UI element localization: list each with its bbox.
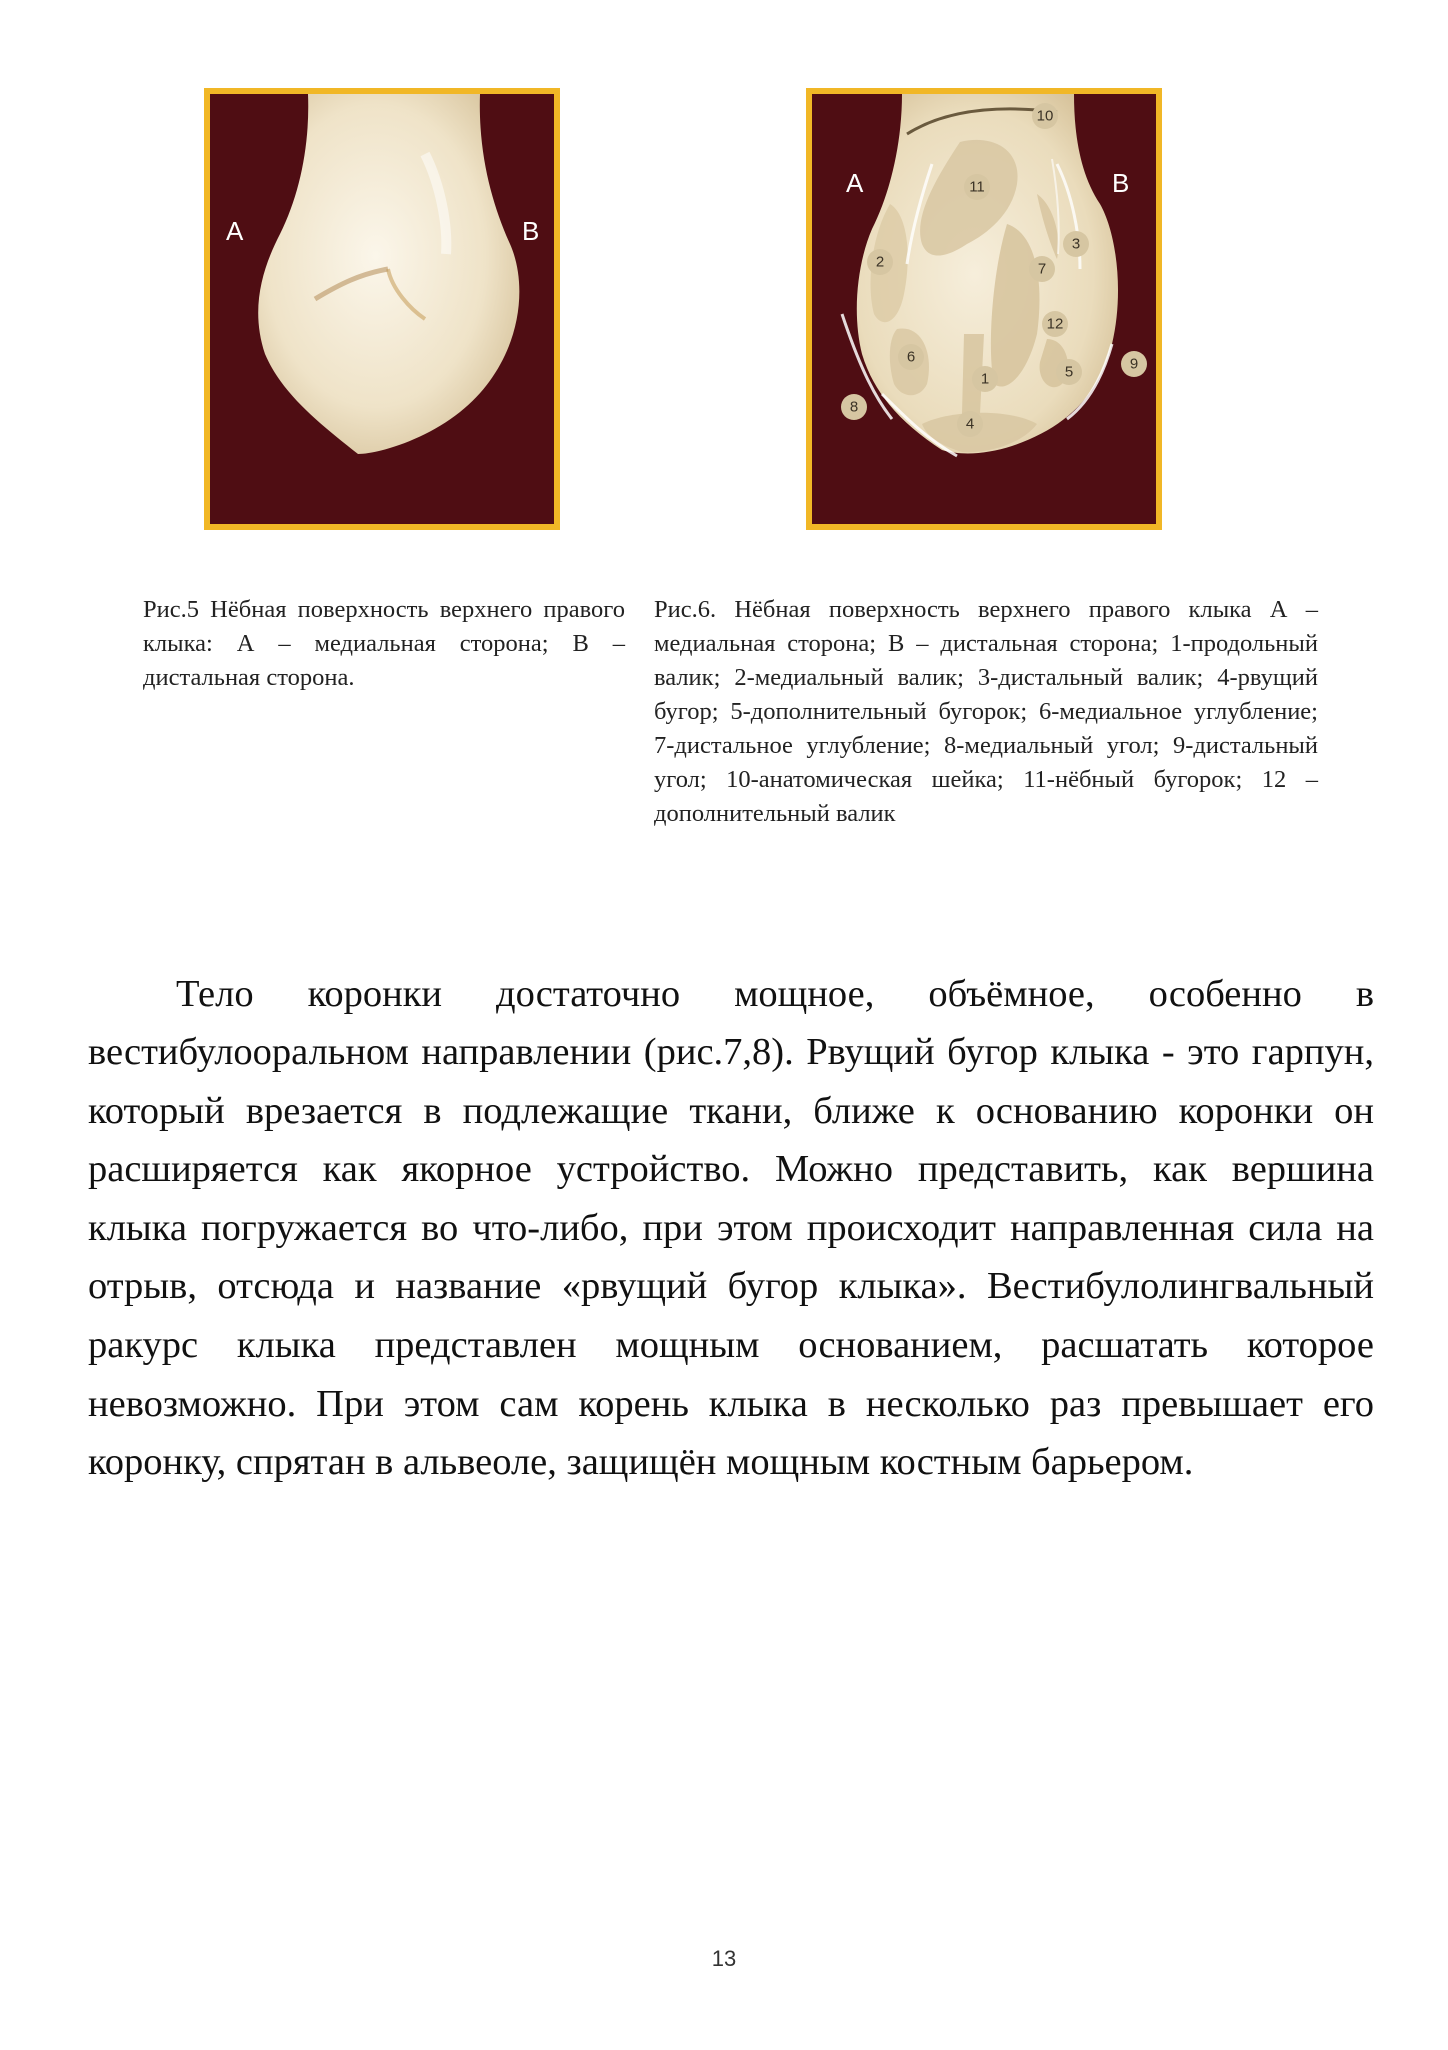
marker-12 (1042, 311, 1068, 337)
svg-text:10: 10 (1036, 107, 1054, 125)
marker-6 (898, 344, 924, 370)
marker-5 (1056, 359, 1082, 385)
figure-5-caption: Рис.5 Нёбная поверхность верхнего правого клыка: А – медиальная сторона; В – дистальная сторона. (143, 595, 625, 691)
figure-6-image (806, 88, 1162, 530)
marker-7 (1029, 256, 1055, 282)
svg-text:1: 1 (980, 370, 990, 388)
svg-text:4: 4 (965, 415, 975, 433)
side-label-a: A (846, 168, 864, 198)
figure-5-image (204, 88, 560, 530)
marker-11 (964, 174, 990, 200)
marker-3 (1063, 231, 1089, 257)
svg-text:6: 6 (906, 348, 916, 366)
side-label-b: B (522, 216, 540, 246)
marker-2 (867, 249, 893, 275)
figure-6-caption: Рис.6. Нёбная поверхность верхнего правого клыка А – медиальная сторона; В – дистальная сторона; 1-продольный валик; 2-медиальный валик; 3-дистальный валик; 4-рвущий бугор; 5-дополнительный бугорок; 6-медиальное углубление; 7-дистальное углубление; 8-медиальный угол; 9-дистальный угол; 10-анатомическая шейка; 11-нёбный бугорок; 12 – дополнительный валик (654, 595, 1318, 827)
svg-text:2: 2 (875, 253, 885, 271)
svg-text:5: 5 (1064, 363, 1074, 381)
marker-9 (1121, 351, 1147, 377)
side-label-a: A (226, 216, 244, 246)
marker-10 (1032, 103, 1058, 129)
marker-4 (957, 411, 983, 437)
canine-palatal-annotated-photo (812, 94, 1156, 524)
svg-text:12: 12 (1046, 315, 1064, 333)
svg-text:11: 11 (969, 178, 985, 196)
canine-palatal-photo (210, 94, 554, 524)
marker-8 (841, 394, 867, 420)
side-label-b: B (1112, 168, 1130, 198)
svg-text:7: 7 (1037, 260, 1047, 278)
page-number: 13 (711, 1946, 737, 1971)
svg-text:3: 3 (1071, 235, 1081, 253)
marker-1 (972, 366, 998, 392)
svg-text:8: 8 (849, 398, 859, 416)
svg-text:9: 9 (1129, 355, 1139, 373)
body-paragraph: Тело коронки достаточно мощное, объёмное, особенно в вестибулооральном направлении (рис.7,8). Рвущий бугор клыка - это гарпун, который врезается в подлежащие ткани, ближе к основанию коронки он расширяется как якорное устройство. Можно представить, как вершина клыка погружается во что-либо, при этом происходит направленная сила на отрыв, отсюда и название «рвущий бугор клыка». Вестибулолингвальный ракурс клыка представлен мощным основанием, расшатать которое невозможно. При этом сам корень клыка в несколько раз превышает его коронку, спрятан в альвеоле, защищён мощным костным барьером. (88, 972, 1374, 1484)
